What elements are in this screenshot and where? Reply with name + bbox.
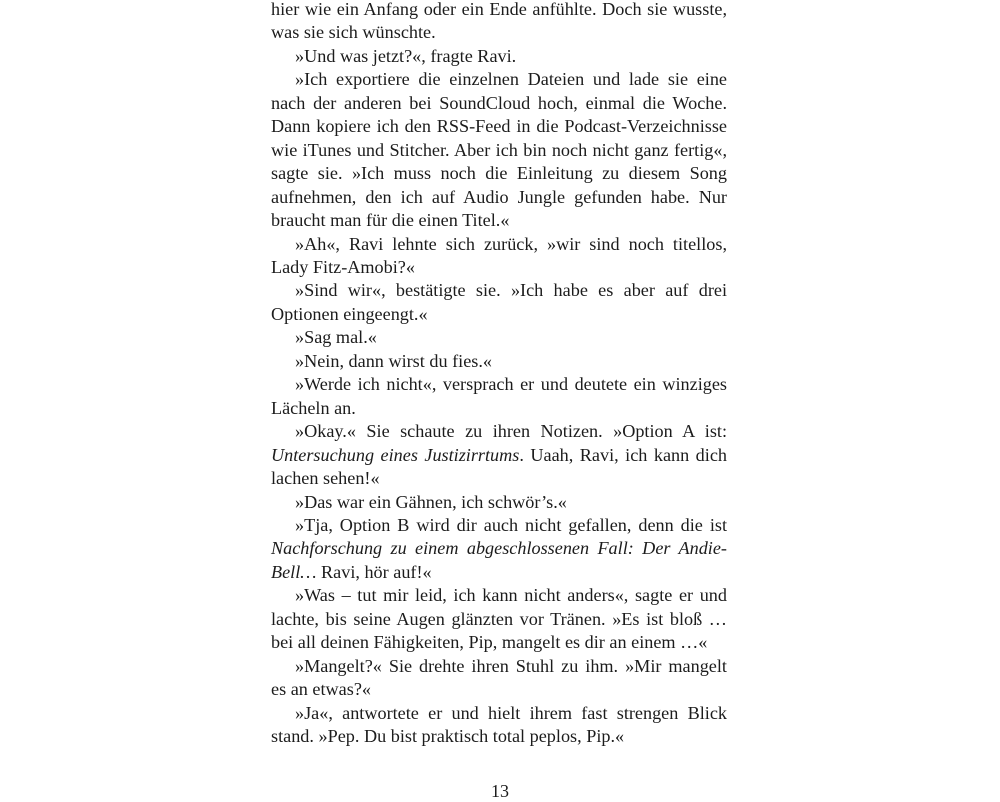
- paragraph-10-italic-title: Nachforschung zu einem abgeschlossenen Fall: Der Andie-Bell…: [271, 538, 727, 582]
- paragraph-6: »Nein, dann wirst du fies.«: [295, 350, 492, 371]
- paragraph-5: »Sag mal.«: [295, 327, 377, 348]
- paragraph-11: »Was – tut mir leid, ich kann nicht anders«, sagte er und lachte, bis seine Augen glänzten vor Tränen. »Es ist bloß … bei all deinen Fähigkeiten, Pip, mangelt es dir an einem …«: [271, 585, 727, 653]
- paragraph-10-start: »Tja, Option B wird dir auch nicht gefallen, denn die ist: [295, 514, 727, 535]
- paragraph-0: hier wie ein Anfang oder ein Ende anfühlte. Doch sie wusste, was sie sich wünschte.: [271, 0, 727, 43]
- paragraph-1: »Und was jetzt?«, fragte Ravi.: [295, 45, 517, 66]
- paragraph-2: »Ich exportiere die einzelnen Dateien und lade sie eine nach der anderen bei SoundCloud hoch, einmal die Woche. Dann kopiere ich den RSS-Feed in die Podcast-Verzeichnisse wie iTunes und Stitcher. Aber ich bin noch nicht ganz fertig«, sagte sie. »Ich muss noch die Einleitung zu diesem Song aufnehmen, den ich auf Audio Jungle gefunden habe. Nur braucht man für die einen Titel.«: [271, 69, 727, 231]
- paragraph-8: [271, 420, 727, 490]
- paragraph-7: »Werde ich nicht«, versprach er und deutete ein winziges Lächeln an.: [271, 374, 727, 418]
- paragraph-9: »Das war ein Gähnen, ich schwör’s.«: [295, 491, 567, 512]
- paragraph-8-start: »Okay.« Sie schaute zu ihren Notizen. »Option A ist:: [295, 421, 727, 442]
- page-number: 13: [491, 781, 509, 801]
- paragraph-10: [271, 514, 727, 584]
- paragraph-8-end: . Uaah, Ravi, ich kann dich lachen sehen!«: [271, 444, 727, 489]
- page-body-text: [271, 0, 727, 749]
- paragraph-3: »Ah«, Ravi lehnte sich zurück, »wir sind noch titellos, Lady Fitz-Amobi?«: [271, 233, 727, 277]
- paragraph-10-end: Ravi, hör auf!«: [316, 561, 432, 582]
- paragraph-13: »Ja«, antwortete er und hielt ihrem fast strengen Blick stand. »Pep. Du bist praktisch total peplos, Pip.«: [271, 702, 727, 747]
- paragraph-12: »Mangelt?« Sie drehte ihren Stuhl zu ihm. »Mir mangelt es an etwas?«: [271, 655, 727, 700]
- paragraph-4: »Sind wir«, bestätigte sie. »Ich habe es aber auf drei Optionen eingeengt.«: [271, 280, 727, 324]
- paragraph-8-italic-title: Untersuchung eines Justizirrtums: [271, 444, 520, 465]
